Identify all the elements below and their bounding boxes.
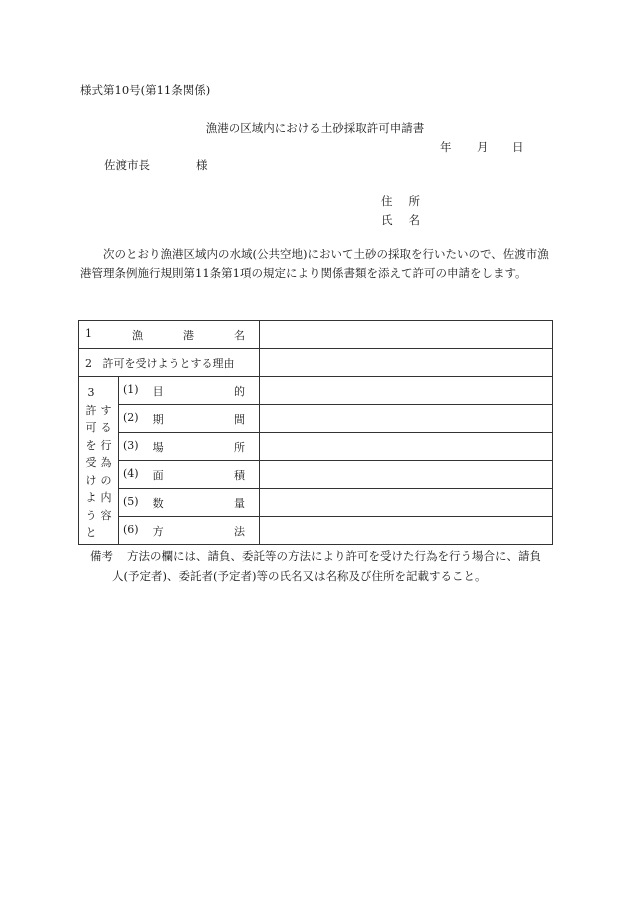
location-value[interactable] [260,433,553,461]
area-label-cell [119,461,260,489]
label-char: 間 [234,412,245,426]
item-number: (2) [123,410,139,424]
form-number: 様式第10号(第11条関係) [80,83,211,97]
activity-content-vertical-label [79,377,119,545]
period-label-cell [119,405,260,433]
vertical-char: 許 [85,403,97,417]
table-row-quantity [79,489,553,517]
item-number: (1) [123,382,139,396]
purpose-label-cell [119,377,260,405]
harbor-name-label-cell [79,321,260,349]
period-value[interactable] [260,405,553,433]
location-label-cell [119,433,260,461]
item-number: (6) [123,522,139,536]
addressee-name: 佐渡市長 [104,158,150,172]
table-row-purpose [79,377,553,405]
reason-value[interactable] [260,349,553,377]
table-row-period [79,405,553,433]
table-row-reason [79,349,553,377]
vertical-char: よ [85,491,97,504]
vertical-char: る [100,421,112,434]
vertical-label-column [101,384,112,544]
reason-label-cell [79,349,260,377]
label-char: 名 [234,328,245,342]
vertical-char: 容 [100,508,112,522]
label-char: 漁 [132,328,143,342]
label-char: 方 [152,524,164,538]
date-month-label: 月 [477,140,489,154]
label-char: 港 [183,328,194,342]
table-row-method [79,517,553,545]
note-text-line-1: 方法の欄には、請負、委託等の方法により許可を受けた行為を行う場合に、請負 [127,549,541,563]
vertical-char: う [85,508,97,522]
date-year-label: 年 [440,140,452,154]
date-day-label: 日 [512,140,524,154]
vertical-char: 内 [100,491,112,504]
row-number: 1 [85,326,92,340]
vertical-char: の [100,473,112,487]
label-char: 所 [234,440,245,454]
vertical-label-column [86,384,97,544]
label-char: 積 [234,468,245,482]
label-char: 目 [152,384,164,398]
note-text-line-2: 人(予定者)、委託者(予定者)等の氏名又は名称及び住所を記載すること。 [112,569,487,583]
vertical-char: と [85,526,97,539]
item-number: (3) [123,438,139,452]
application-table [78,320,553,545]
table-row-harbor-name [79,321,553,349]
label-char: 量 [234,496,245,510]
row-number: 3 [87,386,95,399]
body-paragraph: 次のとおり漁港区域内の水域(公共空地)において土砂の採取を行いたいので、佐渡市漁港管理条例施行規則第11条第1項の規定により関係書類を添えて許可の申請をします。 [80,247,549,280]
label-char: 数 [152,496,164,510]
item-number: (4) [123,466,139,480]
vertical-char: け [85,473,97,487]
table-row-location [79,433,553,461]
label-char: 法 [234,524,245,538]
vertical-char: す [100,403,112,417]
label-char: 場 [152,440,164,454]
reason-label: 許可を受けようとする理由 [102,356,235,370]
vertical-char: を [85,438,97,452]
addressee-honorific: 様 [196,158,208,172]
quantity-label-cell [119,489,260,517]
quantity-value[interactable] [260,489,553,517]
vertical-char: 為 [100,456,112,469]
applicant-name-label: 氏名 [381,213,436,227]
document-title: 漁港の区域内における土砂採取許可申請書 [205,121,425,135]
label-char: 的 [234,384,245,398]
method-label-cell [119,517,260,545]
note-heading: 備考 [90,549,113,563]
purpose-value[interactable] [260,377,553,405]
table-row-area [79,461,553,489]
label-char: 期 [152,412,164,426]
method-value[interactable] [260,517,553,545]
area-value[interactable] [260,461,553,489]
applicant-address-label: 住所 [381,194,436,208]
label-char: 面 [152,468,164,482]
row-number: 2 [85,356,92,370]
vertical-char: 可 [85,421,97,434]
harbor-name-value[interactable] [260,321,553,349]
item-number: (5) [123,494,139,508]
vertical-char: 受 [85,456,97,469]
vertical-char: 行 [100,438,112,452]
